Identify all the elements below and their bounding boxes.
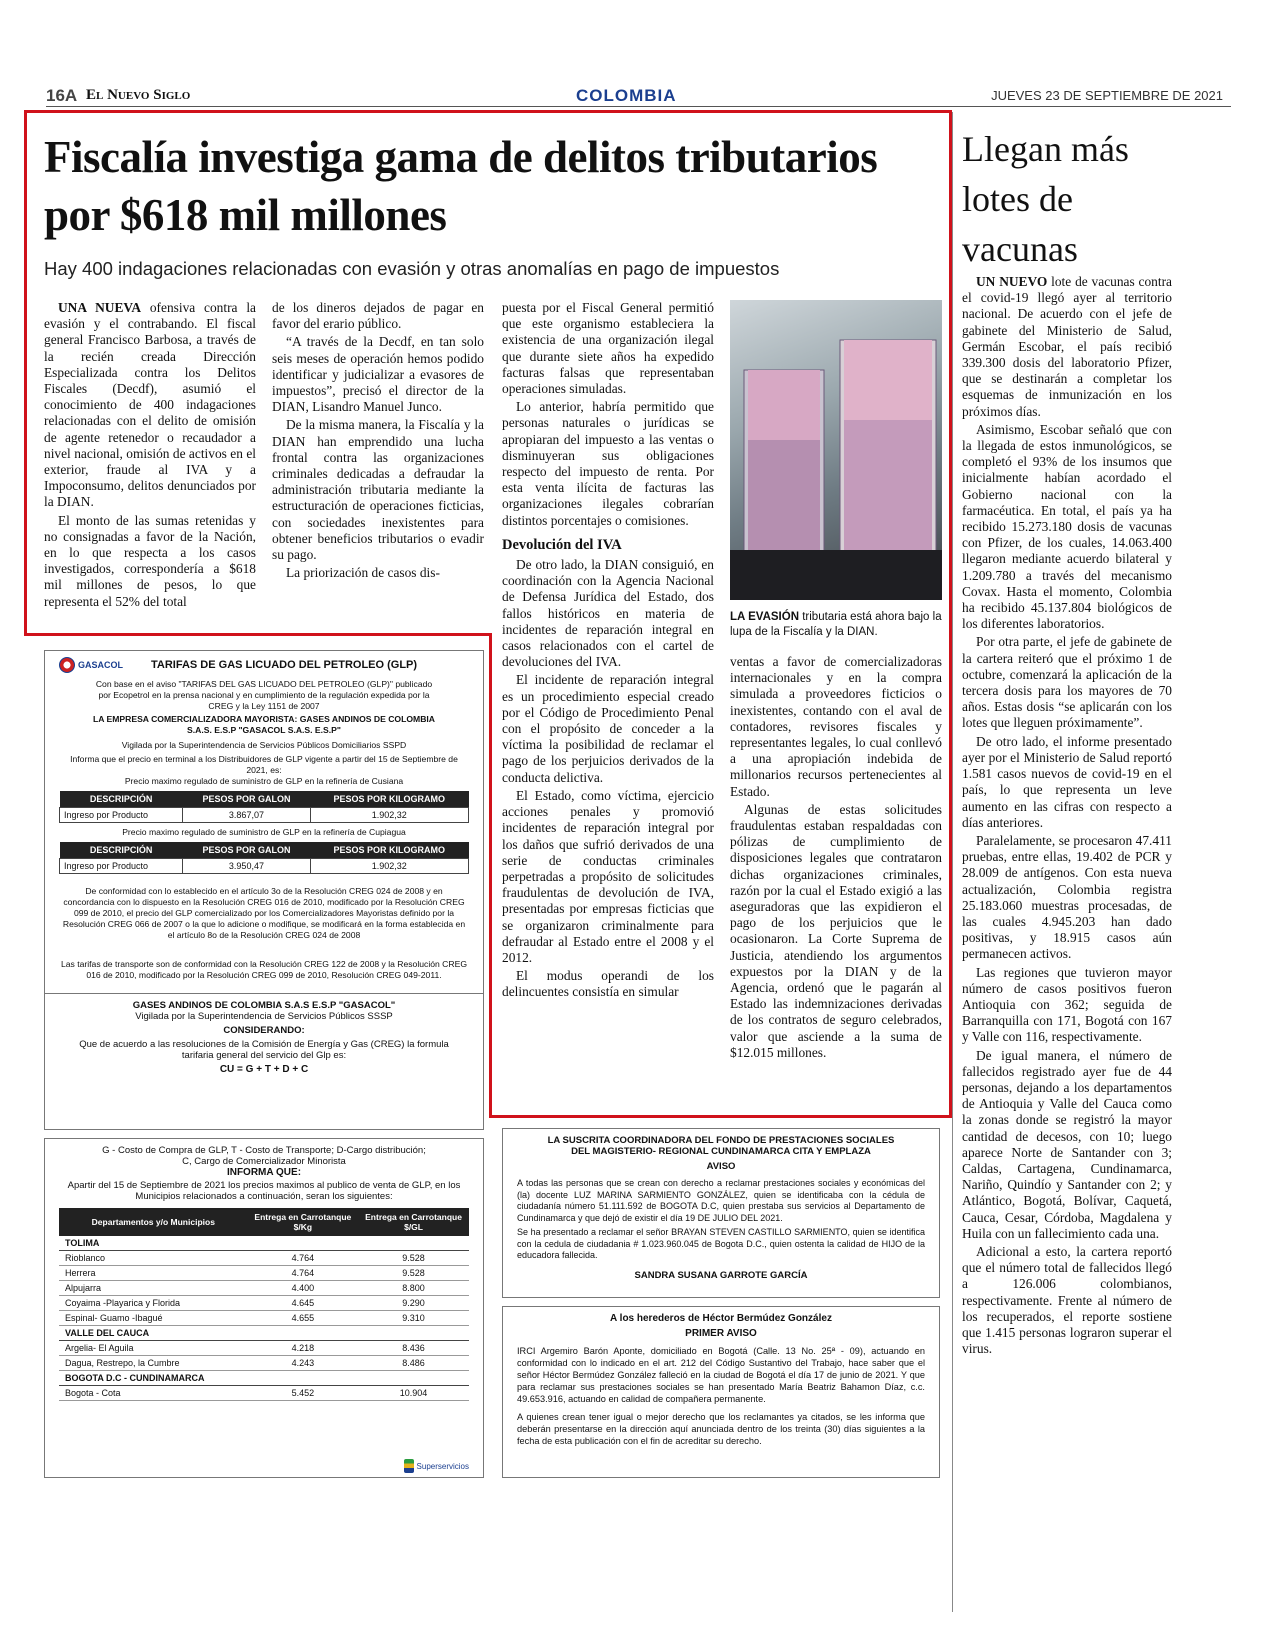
side-paragraph: Paralelamente, se procesaron 47.411 pruebas, entre ellas, 19.402 de PCR y 28.009 de antígenos. Con esta nueva actualización, Colombia registra 25.183.060 muestras procesadas, de las cuales 4.945.203 han dado positivas, y 18.915 casos aún permanecen activos. <box>962 832 1172 962</box>
article-paragraph: Algunas de estas solicitudes fraudulentas estaban respaldadas con pólizas de cumplimiento de disposiciones legales que contrataron dichas organizaciones criminales, razón por la cual el Estado exigió a las aseguradoras que las expidieron el pago de los perjuicios que le ocasionaron. La Corte Suprema de Justicia, atendiendo los argumentos expuestos por la DIAN y de la Agencia, ordenó que le pagarán al Estado las indemnizaciones derivadas de los contratos de seguro celebrados, valor que asciende a la suma de $12.015 millones. <box>730 801 942 1060</box>
municipality-name: Rioblanco <box>59 1251 248 1266</box>
article-paragraph: De la misma manera, la Fiscalía y la DIAN han emprendido una lucha frontal contra las organizaciones criminales dedicadas a defraudar la administración tributaria mediante la estructuración de operaciones ficticias, con sociedades inexistentes para obtener beneficios tributarios o evadir su pago. <box>272 417 484 563</box>
municipality-name: Bogota - Cota <box>59 1386 248 1401</box>
price-per-kg: 4.218 <box>248 1341 359 1356</box>
price-table-cupiagua: DESCRIPCIÓN PESOS POR GALON PESOS POR KILOGRAMO Ingreso por Producto 3.950,47 1.902,32 <box>59 842 469 874</box>
price-table-cusiana: DESCRIPCIÓN PESOS POR GALON PESOS POR KILOGRAMO Ingreso por Producto 3.867,07 1.902,32 <box>59 791 469 823</box>
price-per-gallon: 9.528 <box>358 1251 469 1266</box>
side-article-lead: UN NUEVO <box>976 274 1048 289</box>
page-number: 16A <box>46 86 78 105</box>
table-row <box>59 1386 469 1401</box>
side-paragraph: Las regiones que tuvieron mayor número de casos positivos fueron Antioquia con 362; seguida de Barranquilla con 171, Bogotá con 167 y Valle con 116, respectivamente. <box>962 964 1172 1045</box>
region-row <box>59 1236 469 1251</box>
highlight-frame-lower <box>489 633 952 1118</box>
considerando-text: Que de acuerdo a las resoluciones de la Comisión de Energía y Gas (CREG) la formula tarifaria general del servicio del Glp es: <box>79 1039 449 1061</box>
municipality-name: Herrera <box>59 1266 248 1281</box>
gas-notice-vigilada: Vigilada por la Superintendencia de Servicios Públicos Domiciliarios SSPD <box>121 740 407 750</box>
gas-notice-title: TARIFAS DE GAS LICUADO DEL PETROLEO (GLP) <box>151 659 418 671</box>
table-row <box>59 1251 469 1266</box>
article-paragraph: De otro lado, la DIAN consiguió, en coordinación con la Agencia Nacional de Defensa Jurídica del Estado, dos fallos históricos en materia de incidentes de reparación integral en casos relacionados con el cartel de devoluciones del IVA. <box>502 557 714 670</box>
price-per-gallon: 9.290 <box>358 1296 469 1311</box>
notice-paragraph: A quienes crean tener igual o mejor derecho que los reclamantes ya citados, se les informa que deberán presentarse en la dirección aquí anunciada dentro de los treinta (30) días siguientes a la fecha de esta publicación con el fin de acreditar su derecho. <box>517 1412 925 1446</box>
legal-text: De conformidad con lo establecido en el artículo 3o de la Resolución CREG 024 de 2008 y en concordancia con lo dispuesto en la Resolución CREG 016 de 2010, modificado por la Resolución CREG 099 de 2010, el precio del GLP comercializado por los Comercializadores Mayoristas definido por la Resolución CREG 066 de 2007 o la que lo adicione o modifique, se modificará en la forma establecida en el artículo 8o de la Resolución CREG 024 de 2008 <box>62 886 466 940</box>
article-subheading: Devolución del IVA <box>502 536 622 553</box>
price-per-kg: 4.400 <box>248 1281 359 1296</box>
side-paragraph: Adicional a esto, la cartera reportó que el número total de fallecidos llegó a 126.006 colombianos, respectivamente. Frente al número de los recuperados, el reporte sostiene que 1.415 personas lograron superar el virus. <box>962 1243 1172 1357</box>
column-divider <box>952 112 953 1612</box>
price-per-gallon: 9.528 <box>358 1266 469 1281</box>
caption-lead: LA EVASIÓN <box>730 611 800 623</box>
highlight-frame-left-base <box>24 633 492 636</box>
tariff-formula: CU = G + T + D + C <box>219 1064 309 1075</box>
notice-aviso: AVISO <box>706 1161 736 1172</box>
region-name: BOGOTA D.C - CUNDINAMARCA <box>59 1371 469 1386</box>
notice-signature: SANDRA SUSANA GARROTE GARCÍA <box>634 1269 808 1281</box>
price-per-gallon: 8.800 <box>358 1281 469 1296</box>
magisterio-notice <box>502 1128 940 1298</box>
article-lead: UNA NUEVA <box>58 300 141 315</box>
article-paragraph: La priorización de casos dis- <box>286 565 440 581</box>
side-paragraph: Asimismo, Escobar señaló que con la llegada de estos inmunológicos, se completó el 93% de los insumos que inicialmente habían acordado el Gobierno nacional con la farmacéutica. En total, el país ya ha recibido 15.273.180 dosis de vacunas con Pfizer, de los cuales, 14.063.400 llegaron mediante acuerdo bilateral y 1.209.780 a través del mecanismo Covax. Hasta el momento, Colombia ha recibido 45.137.804 biológicos de los diferentes laboratorios. <box>962 421 1172 632</box>
municipal-price-rows <box>59 1236 469 1401</box>
municipality-name: Dagua, Restrepo, la Cumbre <box>59 1356 248 1371</box>
superservicios-icon <box>404 1459 414 1473</box>
side-paragraph: lote de vacunas contra el covid-19 llegó ayer al territorio nacional. De acuerdo con el jefe de gabinete del Ministerio de Salud, Germán Escobar, el país recibió 339.300 dosis del laboratorio Pfizer, que se destinarán a completar los esquemas de inmunización en los próximos días. <box>962 274 1172 419</box>
table-row <box>59 1341 469 1356</box>
notice-aviso: PRIMER AVISO <box>685 1328 757 1339</box>
side-paragraph: Por otra parte, el jefe de gabinete de la cartera reiteró que el próximo 1 de octubre, comenzará la aplicación de la tercera dosis para los mayores de 70 años. Estas dosis “se aplicarán con los lotes que lleguen próximamente”. <box>962 634 1172 731</box>
price-per-gallon: 8.436 <box>358 1341 469 1356</box>
page-header <box>46 86 1231 107</box>
region-name: TOLIMA <box>59 1236 469 1251</box>
notice-title: A los herederos de Héctor Bermúdez González <box>610 1313 832 1324</box>
municipality-name: Coyaima -Playarica y Florida <box>59 1296 248 1311</box>
cost-legend: G - Costo de Compra de GLP, T - Costo de Transporte; D-Cargo distribución; C, Cargo de Comercializador Minorista <box>102 1145 426 1167</box>
table-row <box>59 1296 469 1311</box>
informa-heading: INFORMA QUE: <box>226 1167 302 1178</box>
article-paragraph: El Estado, como víctima, ejercicio acciones penales y promovió incidentes de reparación integral por los daños que sufrió derivados de una serie de conductas criminales perpetradas a propósito de solicitudes fraudulentas de devolución de IVA, presentadas por empresas ficticias que se organizaron criminalmente para defraudar al Estado entre el 2008 y el 2012. <box>502 787 714 965</box>
notice-paragraph: IRCI Argemiro Barón Aponte, domiciliado en Bogotá (Calle. 13 No. 25ª - 09), actuando en conformidad con lo indicado en el art. 212 del Código Sustantivo del Trabajo, hace saber que el señor Héctor Bermúdez González falleció en la ciudad de Bogotá el día 17 de junio de 2021. Y que para reclamar sus prestaciones sociales se han presentado María Beatriz Bahamon Díaz, c.c. 49.653.916, actuando en calidad de compañera permanente. <box>517 1346 925 1404</box>
article-subtitle: Hay 400 indagaciones relacionadas con evasión y otras anomalías en pago de impuestos <box>44 258 780 279</box>
table-row <box>59 1311 469 1326</box>
article-paragraph: El modus operandi de los delincuentes consistía en simular <box>502 968 714 1000</box>
article-paragraph: ventas a favor de comercializadoras internacionales y en la compra simulada a proveedores ficticios o inexistentes, contando con el aval de contadores, revisores fiscales y representantes legales, lo cual conllevó a una apropiación indebida de millonarios recursos pertenecientes al Estado. <box>730 654 942 799</box>
table-row <box>59 1266 469 1281</box>
price-per-kg: 4.243 <box>248 1356 359 1371</box>
gas-notice-intro: Con base en el aviso "TARIFAS DEL GAS LICUADO DEL PETROLEO (GLP)" publicado por Ecopetrol en la prensa nacional y en cumplimiento de la regulación expedida por la CREG y la Ley 1151 de 2007 <box>95 679 433 711</box>
apartir-text: Apartir del 15 de Septiembre de 2021 los precios maximos al publico de venta de GLP, en los Municipios relacionados a continuación, seran los siguientes: <box>67 1180 461 1202</box>
price-per-gallon: 8.486 <box>358 1356 469 1371</box>
article-paragraph: puesta por el Fiscal General permitió que este organismo estableciera la existencia de una organización ilegal que durante siete años ha expedido facturas falsas que representaban operaciones simuladas. <box>502 300 714 397</box>
price-per-kg: 4.655 <box>248 1311 359 1326</box>
table-caption: Precio maximo regulado de suministro de GLP en la refinería de Cupiagua <box>122 827 406 837</box>
region-row <box>59 1371 469 1386</box>
price-per-kg: 4.764 <box>248 1266 359 1281</box>
table-row <box>59 1356 469 1371</box>
municipal-price-table: Departamentos y/o Municipios Entrega en Carrotanque $/Kg Entrega en Carrotanque $/GL TOLIMA Rioblanco 4.764 9.528 Herrera 4.764 9.528 Alpujarra 4.400 8.800 Coyaima -Playarica y Florida 4.645 9.290 Espinal- Guamo -Ibagué 4.655 9.310 VALLE DEL CAUCA Argelia- El Aguila 4.218 8.436 Dagua, Restrepo, la Cumbre 4.243 8.486 BOGOTA D.C - CUNDINAMARCA Bogota - Cota 5.452 10.904 <box>59 1208 469 1401</box>
price-per-kg: 4.645 <box>248 1296 359 1311</box>
legal-text: Las tarifas de transporte son de conformidad con la Resolución CREG 122 de 2008 y la Resolución CREG 016 de 2010, modificado por la Resolución CREG 099 de 2010, Resolución CREG 049-2011. <box>60 959 468 980</box>
considerando-heading: CONSIDERANDO: <box>223 1025 305 1036</box>
gas-notice-informa: Informa que el precio en terminal a los Distribuidores de GLP vigente a partir del 15 de Septiembre de 2021, es: <box>70 754 458 775</box>
table-row <box>59 1281 469 1296</box>
gas-notice-company: LA EMPRESA COMERCIALIZADORA MAYORISTA: GASES ANDINOS DE COLOMBIA S.A.S. E.S.P "GASACOL S.A.S. E.S.P" <box>92 714 435 735</box>
issue-date: JUEVES 23 DE SEPTIEMBRE DE 2021 <box>991 88 1223 103</box>
notice-title: LA SUSCRITA COORDINADORA DEL FONDO DE PRESTACIONES SOCIALES DEL MAGISTERIO- REGIONAL CUNDINAMARCA CITA Y EMPLAZA <box>547 1135 895 1157</box>
section-name: COLOMBIA <box>576 86 677 105</box>
article-paragraph: de los dineros dejados de pagar en favor del erario público. <box>272 300 484 332</box>
article-title: Fiscalía investiga gama de delitos tributarios por $618 mil millones <box>44 132 878 240</box>
region-name: VALLE DEL CAUCA <box>59 1326 469 1341</box>
municipality-name: Espinal- Guamo -Ibagué <box>59 1311 248 1326</box>
price-per-gallon: 9.310 <box>358 1311 469 1326</box>
gasacol-logo: GASACOL <box>59 657 123 673</box>
gas-tariff-notice <box>44 650 484 1130</box>
side-article-title: Llegan más lotes de vacunas <box>962 129 1129 269</box>
municipality-name: Argelia- El Aguila <box>59 1341 248 1356</box>
side-paragraph: De igual manera, el número de fallecidos registrado ayer fue de 44 personas, dejando a los departamentos de Antioquia y Valle del Cauca como la zonas donde se registró la mayor cantidad de decesos, con 10; luego aparece Norte de Santander con 3; Caldas, Cartagena, Cundinamarca, Nariño, Quindío y Santander con 2; y Atlántico, Bogotá, Bolívar, Caquetá, Cauca, Cesar, Córdoba, Magdalena y Huila con un fallecimiento cada una. <box>962 1047 1172 1241</box>
region-row <box>59 1326 469 1341</box>
caption-text: tributaria está ahora bajo la lupa de la Fiscalía y la DIAN. <box>730 611 942 638</box>
notice-paragraph: Se ha presentado a reclamar el señor BRAYAN STEVEN CASTILLO SARMIENTO, quien se identifica con la cedula de ciudadania # 1.023.960.045 de Bogota D.C., quien ostenta la calidad de HIJO de la educadora fallecida. <box>517 1227 925 1260</box>
municipality-name: Alpujarra <box>59 1281 248 1296</box>
newspaper-name: El Nuevo Siglo <box>86 87 191 103</box>
article-paragraph: El monto de las sumas retenidas y no consignadas a favor de la Nación, en lo que respecta a los casos investigados, correspondería a $618 mil millones de pesos, lo que representa el 52% del total <box>44 512 256 609</box>
gas-notice-company-2: GASES ANDINOS DE COLOMBIA S.A.S E.S.P "GASACOL" <box>132 1000 396 1011</box>
herederos-notice <box>502 1306 940 1478</box>
superservicios-logo: Superservicios <box>404 1459 469 1473</box>
price-per-gallon: 10.904 <box>358 1386 469 1401</box>
gas-notice-vigilada-2: Vigilada por la Superintendencia de Servicios Públicos SSSP <box>135 1011 393 1022</box>
article-paragraph: Lo anterior, habría permitido que personas naturales o jurídicas se apropiaran del impuesto a las ventas o disminuyeran sus obligaciones respecto del impuesto de renta. Por esta venta ilícita de facturas las organizaciones ilegales cobrarían distintos porcentajes o comisiones. <box>502 399 714 528</box>
price-per-kg: 4.764 <box>248 1251 359 1266</box>
article-paragraph: “A través de la Decdf, en tan solo seis meses de operación hemos podido identificar y judicializar a evasores de impuestos”, precisó el director de la DIAN, Lisandro Manuel Junco. <box>272 334 484 415</box>
notice-paragraph: A todas las personas que se crean con derecho a reclamar prestaciones sociales y económicas del (la) docente LUZ MARINA SARMIENTO GONZÁLEZ, quien se identificaba con la cédula de ciudadanía número 51.111.592 de BOGOTA D.C, quien prestaba sus servicios al Departamento de Cundinamarca y que dejó de existir el día 19 DE JULIO DEL 2021. <box>517 1178 925 1223</box>
highlight-frame-top <box>24 110 952 636</box>
gas-municipal-prices <box>44 1138 484 1478</box>
price-per-kg: 5.452 <box>248 1386 359 1401</box>
gasacol-logo-icon <box>59 657 75 673</box>
table-caption: Precio maximo regulado de suministro de GLP en la refinería de Cusiana <box>124 776 404 786</box>
article-paragraph: El incidente de reparación integral es un procedimiento especial creado por el Código de Procedimiento Penal con el propósito de conceder a la víctima la posibilidad de reclamar el pago de los perjuicios derivados de la conducta delictiva. <box>502 672 714 785</box>
article-paragraph: ofensiva contra la evasión y el contrabando. El fiscal general Francisco Barbosa, a través de la recién creada Dirección Especializada contra los Delitos Fiscales (Decdf), asumió el conocimiento de 400 indagaciones relacionadas con el delito de omisión de agente retenedor o recaudador a nivel nacional, omisión de activos en el exterior, fraude al IVA y a Impoconsumo, delitos denunciados por la DIAN. <box>44 300 256 510</box>
side-paragraph: De otro lado, el informe presentado ayer por el Ministerio de Salud reportó 1.581 casos nuevos de covid-19 en el país, lo que representa un leve aumento en las cifras con respecto a días anteriores. <box>962 733 1172 830</box>
side-article-body <box>962 274 1172 1359</box>
